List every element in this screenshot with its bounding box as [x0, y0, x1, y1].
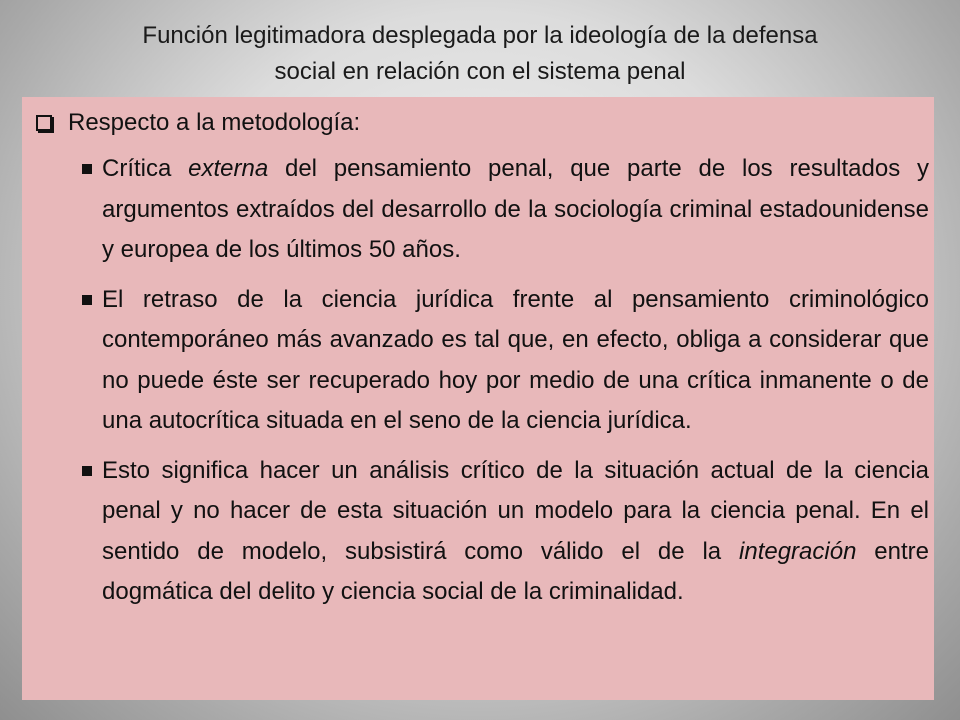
slide-title	[40, 18, 920, 90]
square-bullet-icon	[82, 164, 92, 174]
bullet-item-2	[82, 280, 929, 442]
title-line-1: Función legitimadora desplegada por la ideología de la defensa	[142, 22, 818, 49]
bullet-list	[82, 149, 929, 622]
text-segment: El retraso de la ciencia jurídica frente al pensamiento criminológico contemporáneo más avanzado es tal que, en efecto, obliga a considerar que no puede éste ser recuperado hoy por medio de una crítica inmanente o de una autocrítica situada en el seno de la ciencia jurídica.	[102, 285, 929, 434]
bullet-text-3	[102, 457, 929, 606]
bullet-item-3	[82, 451, 929, 613]
text-segment: del pensamiento penal, que parte de los resultados y argumentos extraídos del desarrollo de la sociología criminal estadounidense y europea de los últimos 50 años.	[102, 155, 929, 263]
title-line-2: social en relación con el sistema penal	[274, 58, 686, 85]
text-segment: Crítica	[102, 155, 189, 182]
text-segment: entre dogmática del delito y ciencia social de la criminalidad.	[102, 537, 929, 605]
content-box	[22, 97, 934, 700]
emphasis-segment: integración	[739, 537, 857, 565]
bullet-item-1	[82, 149, 929, 271]
bullet-text-1	[102, 155, 929, 263]
emphasis-segment: externa	[188, 155, 269, 182]
checkbox-bullet-icon	[36, 115, 52, 131]
bullet-text-2	[102, 286, 929, 435]
square-bullet-icon	[82, 466, 92, 476]
heading-text: Respecto a la metodología:	[68, 109, 361, 136]
text-segment: Esto significa hacer un análisis crítico de la situación actual de la ciencia penal y no hacer de esta situación un modelo para la ciencia penal. En el sentido de modelo, subsistirá como válido el de la	[102, 456, 929, 565]
square-bullet-icon	[82, 295, 92, 305]
section-heading	[36, 109, 360, 137]
